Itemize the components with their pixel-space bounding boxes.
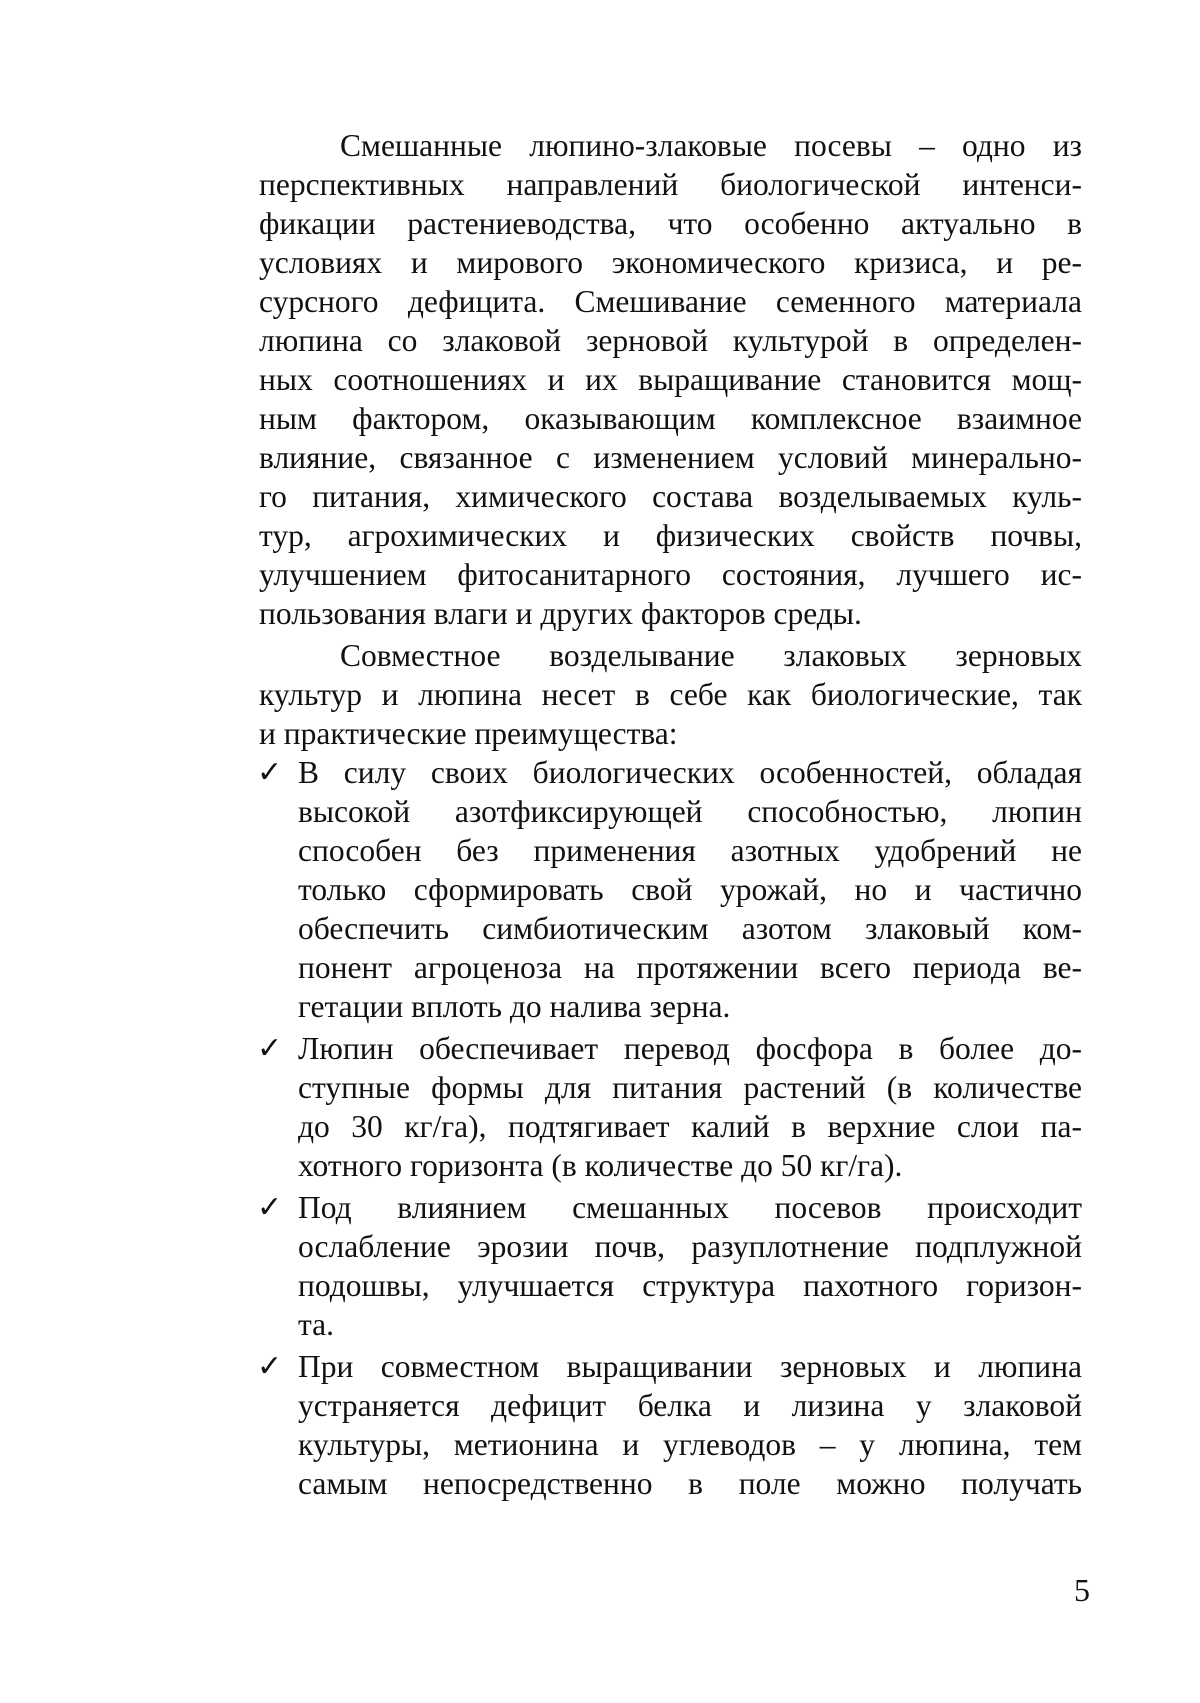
text-line: подошвы, улучшается структура пахотного горизон- xyxy=(298,1268,1082,1303)
checkmark-icon: ✓ xyxy=(257,755,283,790)
text-line: фикации растениеводства, что особенно актуально в xyxy=(259,206,1082,241)
text-line: хотного горизонта (в количестве до 50 кг/га). xyxy=(298,1148,903,1183)
text-line: та. xyxy=(298,1307,335,1342)
text-line: улучшением фитосанитарного состояния, лучшего ис- xyxy=(259,557,1082,592)
text-line: ным фактором, оказывающим комплексное взаимное xyxy=(259,401,1082,436)
text-line: тур, агрохимических и физических свойств почвы, xyxy=(259,518,1082,553)
text-line: способен без применения азотных удобрений не xyxy=(298,833,1082,868)
text-line: самым непосредственно в поле можно получать xyxy=(298,1466,1082,1501)
page-number: 5 xyxy=(1074,1572,1090,1608)
text-line: Люпин обеспечивает перевод фосфора в более до- xyxy=(298,1031,1082,1066)
checkmark-icon: ✓ xyxy=(257,1349,283,1384)
text-line: до 30 кг/га), подтягивает калий в верхние слои па- xyxy=(298,1109,1082,1144)
text-line: культур и люпина несет в себе как биологические, так xyxy=(259,677,1082,712)
text-line: культуры, метионина и углеводов – у люпина, тем xyxy=(298,1427,1082,1462)
text-line: ных соотношениях и их выращивание становится мощ- xyxy=(259,362,1082,397)
text-line: перспективных направлений биологической интенси- xyxy=(259,167,1082,202)
text-line: ослабление эрозии почв, разуплотнение подплужной xyxy=(298,1229,1082,1264)
text-line: го питания, химического состава возделываемых куль- xyxy=(259,479,1082,514)
text-line: Совместное возделывание злаковых зерновых xyxy=(340,638,1082,673)
text-line: люпина со злаковой зерновой культурой в определен- xyxy=(259,323,1082,358)
text-line: влияние, связанное с изменением условий минерально- xyxy=(259,440,1082,475)
text-line: устраняется дефицит белка и лизина у злаковой xyxy=(298,1388,1082,1423)
text-line: и практические преимущества: xyxy=(259,716,678,751)
text-line: Под влиянием смешанных посевов происходит xyxy=(298,1190,1082,1225)
text-line: понент агроценоза на протяжении всего периода ве- xyxy=(298,950,1082,985)
text-line: высокой азотфиксирующей способностью, люпин xyxy=(298,794,1082,829)
text-line: гетации вплоть до налива зерна. xyxy=(298,989,731,1024)
text-line: обеспечить симбиотическим азотом злаковый ком- xyxy=(298,911,1082,946)
checkmark-icon: ✓ xyxy=(257,1031,283,1066)
text-line: сурсного дефицита. Смешивание семенного материала xyxy=(259,284,1082,319)
text-line: В силу своих биологических особенностей, обладая xyxy=(298,755,1082,790)
text-line: ступные формы для питания растений (в количестве xyxy=(298,1070,1082,1105)
text-line: только сформировать свой урожай, но и частично xyxy=(298,872,1082,907)
text-line: Смешанные люпино-злаковые посевы – одно из xyxy=(340,128,1082,163)
text-line: условиях и мирового экономического кризиса, и ре- xyxy=(259,245,1082,280)
text-line: пользования влаги и других факторов среды. xyxy=(259,596,862,631)
checkmark-icon: ✓ xyxy=(257,1190,283,1225)
text-line: При совместном выращивании зерновых и люпина xyxy=(298,1349,1082,1384)
